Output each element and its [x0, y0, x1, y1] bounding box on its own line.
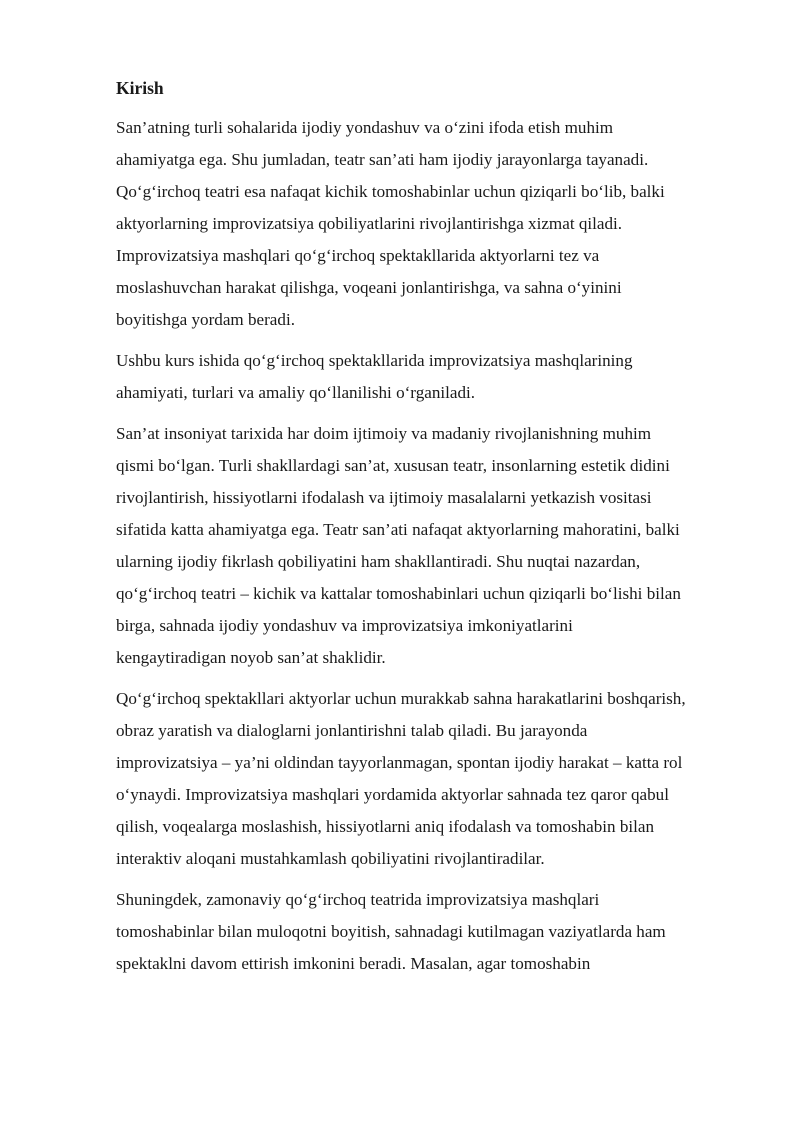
paragraph-modern-theatre: Shuningdek, zamonaviy qo‘g‘irchoq teatrida improvizatsiya mashqlari tomoshabinlar bilan muloqotni boyitish, sahnadagi kutilmagan vaziyatlarda ham spektaklni davom ettirish imkonini beradi. Masalan, agar tomoshabin [116, 890, 666, 973]
document-page [116, 72, 756, 989]
paragraph-puppet-performances: Qo‘g‘irchoq spektakllari aktyorlar uchun murakkab sahna harakatlarini boshqarish, obraz yaratish va dialoglarni jonlantirishni talab qiladi. Bu jarayonda improvizatsiya – ya’ni oldindan tayyorlanmagan, spontan ijodiy harakat – katta rol o‘ynaydi. Improvizatsiya mashqlari yordamida aktyorlar sahnada tez qaror qabul qilish, voqealarga moslashish, hissiyotlarni aniq ifodalash va tomoshabin bilan interaktiv aloqani mustahkamlash qobiliyatini rivojlantiradilar. [116, 689, 686, 868]
section-heading: Kirish [116, 78, 164, 98]
paragraph-course-scope: Ushbu kurs ishida qo‘g‘irchoq spektakllarida improvizatsiya mashqlarining ahamiyati, turlari va amaliy qo‘llanilishi o‘rganiladi. [116, 351, 633, 402]
paragraph-art-history: San’at insoniyat tarixida har doim ijtimoiy va madaniy rivojlanishning muhim qismi bo‘lgan. Turli shakllardagi san’at, xususan teatr, insonlarning estetik didini rivojlantirish, hissiyotlarni ifodalash va ijtimoiy masalalarni yetkazish vositasi sifatida katta ahamiyatga ega. Teatr san’ati nafaqat aktyorlarning mahoratini, balki ularning ijodiy fikrlash qobiliyatini ham shakllantiradi. Shu nuqtai nazardan, qo‘g‘irchoq teatri – kichik va kattalar tomoshabinlari uchun qiziqarli bo‘lishi bilan birga, sahnada ijodiy yondashuv va improvizatsiya imkoniyatlarini kengaytiradigan noyob san’at shaklidir. [116, 424, 681, 667]
paragraph-introduction: San’atning turli sohalarida ijodiy yondashuv va o‘zini ifoda etish muhim ahamiyatga ega. Shu jumladan, teatr san’ati ham ijodiy jarayonlarga tayanadi. Qo‘g‘irchoq teatri esa nafaqat kichik tomoshabinlar uchun qiziqarli bo‘lib, balki aktyorlarning improvizatsiya qobiliyatlarini rivojlantirishga xizmat qiladi. Improvizatsiya mashqlari qo‘g‘irchoq spektakllarida aktyorlarni tez va moslashuvchan harakat qilishga, voqeani jonlantirishga, va sahna o‘yinini boyitishga yordam beradi. [116, 118, 665, 329]
